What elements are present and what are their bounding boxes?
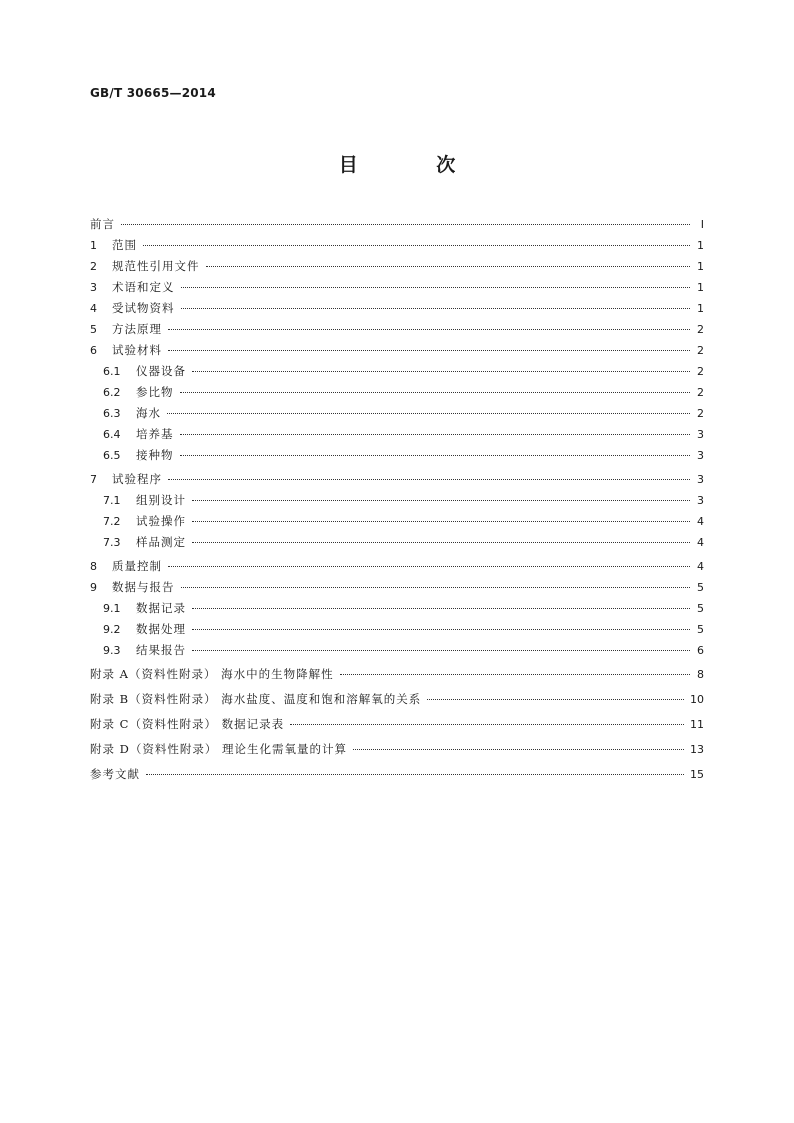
toc-entry[interactable] — [90, 691, 704, 716]
dot-leader — [146, 774, 684, 775]
toc-entry[interactable] — [90, 471, 704, 492]
dot-leader — [192, 500, 690, 501]
toc-entry-label: 试验材料 — [112, 343, 162, 357]
toc-entry[interactable] — [90, 300, 704, 321]
dot-leader — [168, 350, 690, 351]
toc-entry-page: 2 — [697, 407, 704, 420]
toc-entry[interactable] — [90, 642, 704, 663]
toc-entry[interactable] — [90, 666, 704, 691]
toc-entry-page: 1 — [697, 260, 704, 273]
toc-entry-page: 13 — [690, 743, 704, 756]
toc-entry-page: 8 — [697, 668, 704, 681]
toc-entry-number: 5 — [90, 323, 97, 336]
toc-entry-label: 质量控制 — [112, 559, 162, 573]
toc-entry-number: 6.5 — [103, 449, 121, 462]
toc-entry-label: 试验操作 — [136, 514, 186, 528]
toc-entry-page: 3 — [697, 473, 704, 486]
toc-entry-page: 5 — [697, 581, 704, 594]
toc-entry-page: 1 — [697, 302, 704, 315]
toc-entry[interactable] — [90, 279, 704, 300]
toc-entry-page: 2 — [697, 365, 704, 378]
toc-entry-label: 培养基 — [136, 427, 174, 441]
toc-entry-label: 方法原理 — [112, 322, 162, 336]
toc-entry-label: 海水 — [136, 406, 161, 420]
dot-leader — [192, 608, 690, 609]
toc-entry-label: 结果报告 — [136, 643, 186, 657]
dot-leader — [192, 542, 690, 543]
toc-entry-number: 2 — [90, 260, 97, 273]
toc-entry-page: 15 — [690, 768, 704, 781]
toc-entry-number: 7.2 — [103, 515, 121, 528]
toc-entry-label: 组别设计 — [136, 493, 186, 507]
toc-entry[interactable] — [90, 513, 704, 534]
toc-entry-number: 7.3 — [103, 536, 121, 549]
toc-entry-page: 1 — [697, 281, 704, 294]
dot-leader — [180, 392, 691, 393]
toc-entry-page: 5 — [697, 602, 704, 615]
toc-entry-number: 6.1 — [103, 365, 121, 378]
toc-entry-label: 数据记录 — [136, 601, 186, 615]
dot-leader — [192, 371, 690, 372]
toc-entry-label: 附录 B（资料性附录） 海水盐度、温度和饱和溶解氧的关系 — [90, 692, 422, 706]
toc-entry-number: 6.2 — [103, 386, 121, 399]
toc-entry-number: 7.1 — [103, 494, 121, 507]
toc-entry-label: 附录 C（资料性附录） 数据记录表 — [90, 717, 285, 731]
toc-entry-label: 受试物资料 — [112, 301, 175, 315]
toc-entry-number: 3 — [90, 281, 97, 294]
toc-entry-label: 规范性引用文件 — [112, 259, 200, 273]
toc-entry-page: 11 — [690, 718, 704, 731]
toc-entry-label: 数据处理 — [136, 622, 186, 636]
toc-entry-number: 7 — [90, 473, 97, 486]
dot-leader — [180, 455, 691, 456]
toc-entry[interactable] — [90, 237, 704, 258]
toc-entry[interactable] — [90, 492, 704, 513]
toc-entry-number: 6 — [90, 344, 97, 357]
toc-entry-page: 3 — [697, 428, 704, 441]
toc-entry[interactable] — [90, 716, 704, 741]
toc-entry-number: 9 — [90, 581, 97, 594]
toc-entry-label: 附录 A（资料性附录） 海水中的生物降解性 — [90, 667, 334, 681]
dot-leader — [180, 434, 691, 435]
dot-leader — [181, 308, 691, 309]
dot-leader — [181, 587, 691, 588]
dot-leader — [192, 650, 690, 651]
dot-leader — [353, 749, 684, 750]
toc-entry-page: 3 — [697, 494, 704, 507]
toc-entry-label: 参考文献 — [90, 767, 140, 781]
dot-leader — [290, 724, 684, 725]
toc-entry-label: 术语和定义 — [112, 280, 175, 294]
toc-entry-label: 仪器设备 — [136, 364, 186, 378]
toc-entry-label: 试验程序 — [112, 472, 162, 486]
toc-entry-page: 6 — [697, 644, 704, 657]
dot-leader — [427, 699, 684, 700]
toc-entry[interactable] — [90, 342, 704, 363]
dot-leader — [168, 479, 690, 480]
toc-entry-number: 8 — [90, 560, 97, 573]
toc-entry-page: Ⅰ — [700, 218, 704, 231]
toc-entry-page: 1 — [697, 239, 704, 252]
toc-entry[interactable] — [90, 426, 704, 447]
page-title: 目 次 — [338, 154, 492, 176]
toc-entry-label: 数据与报告 — [112, 580, 175, 594]
toc-entry-page: 2 — [697, 344, 704, 357]
toc-entry[interactable] — [90, 766, 704, 787]
toc-entry-label: 附录 D（资料性附录） 理论生化需氧量的计算 — [90, 742, 348, 756]
toc-entry-label: 接种物 — [136, 448, 174, 462]
toc-entry-number: 6.3 — [103, 407, 121, 420]
standard-code: GB/T 30665—2014 — [90, 86, 216, 100]
toc-entry-number: 4 — [90, 302, 97, 315]
toc-entry[interactable] — [90, 447, 704, 468]
toc-entry-page: 4 — [697, 536, 704, 549]
dot-leader — [181, 287, 691, 288]
dot-leader — [168, 329, 690, 330]
toc-entry-page: 5 — [697, 623, 704, 636]
toc-entry[interactable] — [90, 741, 704, 766]
dot-leader — [340, 674, 690, 675]
dot-leader — [168, 566, 690, 567]
dot-leader — [121, 224, 690, 225]
toc-entry-label: 前言 — [90, 217, 115, 231]
toc-entry[interactable] — [90, 600, 704, 621]
toc-entry[interactable] — [90, 363, 704, 384]
dot-leader — [192, 521, 690, 522]
toc-entry-number: 9.3 — [103, 644, 121, 657]
toc-entry[interactable] — [90, 258, 704, 279]
toc-entry-number: 9.1 — [103, 602, 121, 615]
toc-entry[interactable] — [90, 216, 704, 237]
toc-entry[interactable] — [90, 579, 704, 600]
toc-entry-number: 1 — [90, 239, 97, 252]
toc-entry-label: 范围 — [112, 238, 137, 252]
table-of-contents — [90, 216, 704, 787]
toc-entry-page: 2 — [697, 386, 704, 399]
toc-entry-label: 样品测定 — [136, 535, 186, 549]
toc-entry[interactable] — [90, 558, 704, 579]
toc-entry[interactable] — [90, 384, 704, 405]
toc-entry-page: 2 — [697, 323, 704, 336]
toc-entry-page: 4 — [697, 515, 704, 528]
toc-entry-page: 4 — [697, 560, 704, 573]
toc-entry-label: 参比物 — [136, 385, 174, 399]
dot-leader — [192, 629, 690, 630]
dot-leader — [206, 266, 691, 267]
toc-entry[interactable] — [90, 534, 704, 555]
dot-leader — [143, 245, 690, 246]
toc-entry[interactable] — [90, 621, 704, 642]
toc-entry-page: 3 — [697, 449, 704, 462]
toc-entry-number: 6.4 — [103, 428, 121, 441]
toc-entry[interactable] — [90, 321, 704, 342]
toc-entry[interactable] — [90, 405, 704, 426]
dot-leader — [167, 413, 690, 414]
toc-entry-number: 9.2 — [103, 623, 121, 636]
toc-entry-page: 10 — [690, 693, 704, 706]
